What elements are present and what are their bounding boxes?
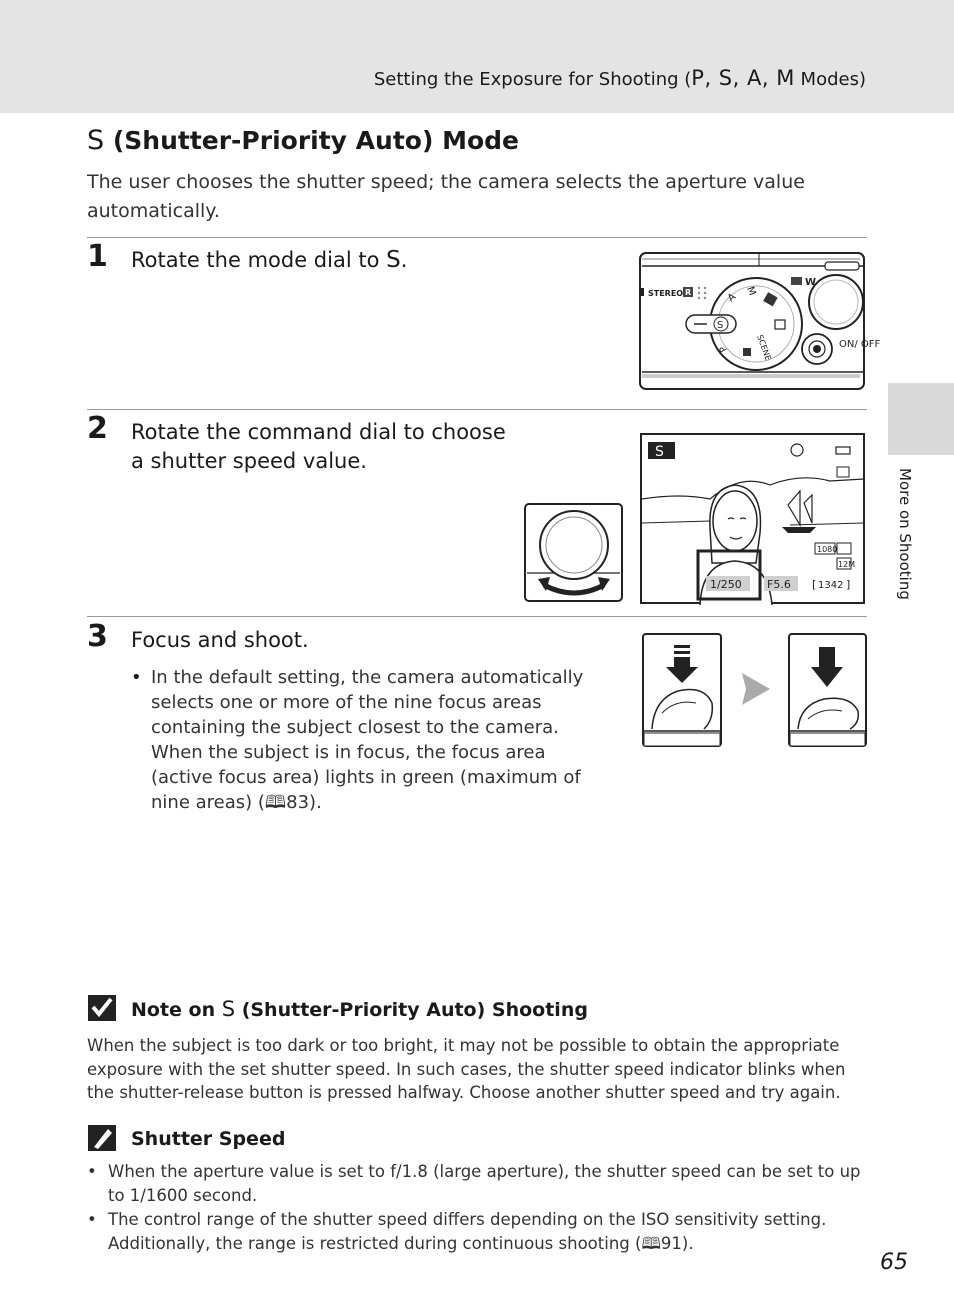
mode-s-symbol: S <box>87 125 105 156</box>
header-modes: P, S, A, M <box>691 66 795 90</box>
section-label: More on Shooting <box>896 468 914 600</box>
step-divider <box>87 616 867 617</box>
r-label: R <box>685 288 692 297</box>
shutter-speed-value: 1/250 <box>710 578 742 591</box>
step-1-number: 1 <box>87 239 108 274</box>
list-item: • The control range of the shutter speed differs depending on the ISO sensitivity setting. Additionally, the range is restricted during continuous shooting (🕮91). <box>87 1210 827 1253</box>
step-2-number: 2 <box>87 411 108 446</box>
monitor-illustration <box>640 433 866 605</box>
shutter-button <box>809 275 863 329</box>
step-3-number: 3 <box>87 619 108 654</box>
note-body: When the subject is too dark or too bright, it may not be possible to obtain the appropriate exposure with the set shutter speed. In such cases, the shutter speed indicator blinks when the shutter-release button is pressed halfway. Choose another shutter speed and try again. <box>87 1036 846 1102</box>
svg-text:[: [ <box>812 578 817 591</box>
book-reference-icon: 🕮 <box>641 1233 661 1253</box>
camera-top-illustration <box>639 252 881 392</box>
book-reference-icon: 🕮 <box>264 792 287 813</box>
aperture-value: F5.6 <box>767 578 791 591</box>
shutter-speed-title: Shutter Speed <box>131 1128 286 1150</box>
intro-paragraph: The user chooses the shutter speed; the camera selects the aperture value automatically. <box>87 171 805 222</box>
page-number: 65 <box>880 1250 908 1275</box>
step-divider <box>87 237 867 238</box>
header-prefix: Setting the Exposure for Shooting ( <box>373 69 692 90</box>
header-band <box>0 0 954 113</box>
page-reference: 91 <box>660 1233 682 1253</box>
section-tab <box>888 383 954 455</box>
note-title: Note on S (Shutter-Priority Auto) Shooting <box>131 997 588 1021</box>
on-off-label: ON/ OFF <box>839 339 881 350</box>
header-suffix: Modes) <box>794 69 866 90</box>
monitor-mode-icon: S <box>655 444 664 460</box>
arrow-right-icon <box>742 673 770 705</box>
step-1-text: Rotate the mode dial to S. <box>131 247 408 273</box>
mode-s-symbol: S <box>221 997 236 1021</box>
shots-remaining: 1342 <box>818 580 844 591</box>
stereo-label: STEREO <box>648 289 684 298</box>
page-reference: 83 <box>286 792 310 813</box>
page-title-text: (Shutter-Priority Auto) Mode <box>104 126 519 155</box>
dial-label-p: P <box>718 343 730 354</box>
pencil-icon <box>88 1125 116 1151</box>
check-icon <box>88 995 116 1021</box>
shutter-speed-list <box>87 1160 867 1256</box>
image-size-label: 12M <box>838 560 856 569</box>
page-title <box>87 125 519 156</box>
step-3-text: Focus and shoot. <box>131 628 309 652</box>
mode-s-symbol: S <box>386 247 401 273</box>
dial-label-m: M <box>744 285 758 298</box>
dial-label-scene: SCENE <box>755 333 773 362</box>
step-divider <box>87 409 867 410</box>
dial-label-a: A <box>725 291 739 305</box>
step-2-text: Rotate the command dial to choose a shutter speed value. <box>131 420 506 473</box>
movie-size-label: 1080 <box>817 545 838 554</box>
list-item: • When the aperture value is set to f/1.8 (large aperture), the shutter speed can be set to up to 1/1600 second. <box>87 1162 861 1205</box>
shutter-press-illustration <box>642 633 868 749</box>
running-header <box>374 66 866 90</box>
dial-label-s: S <box>717 320 724 331</box>
bullet-marker: • <box>131 667 142 688</box>
command-dial-illustration <box>524 503 624 603</box>
step-3-bullet: In the default setting, the camera automatically selects one or more of the nine focus areas containing the subject closest to the camera. When the subject is in focus, the focus area (active focus area) lights in green (maximum of nine areas) (🕮83). <box>151 667 584 813</box>
w-label: W <box>805 277 817 288</box>
svg-text:]: ] <box>846 578 851 591</box>
